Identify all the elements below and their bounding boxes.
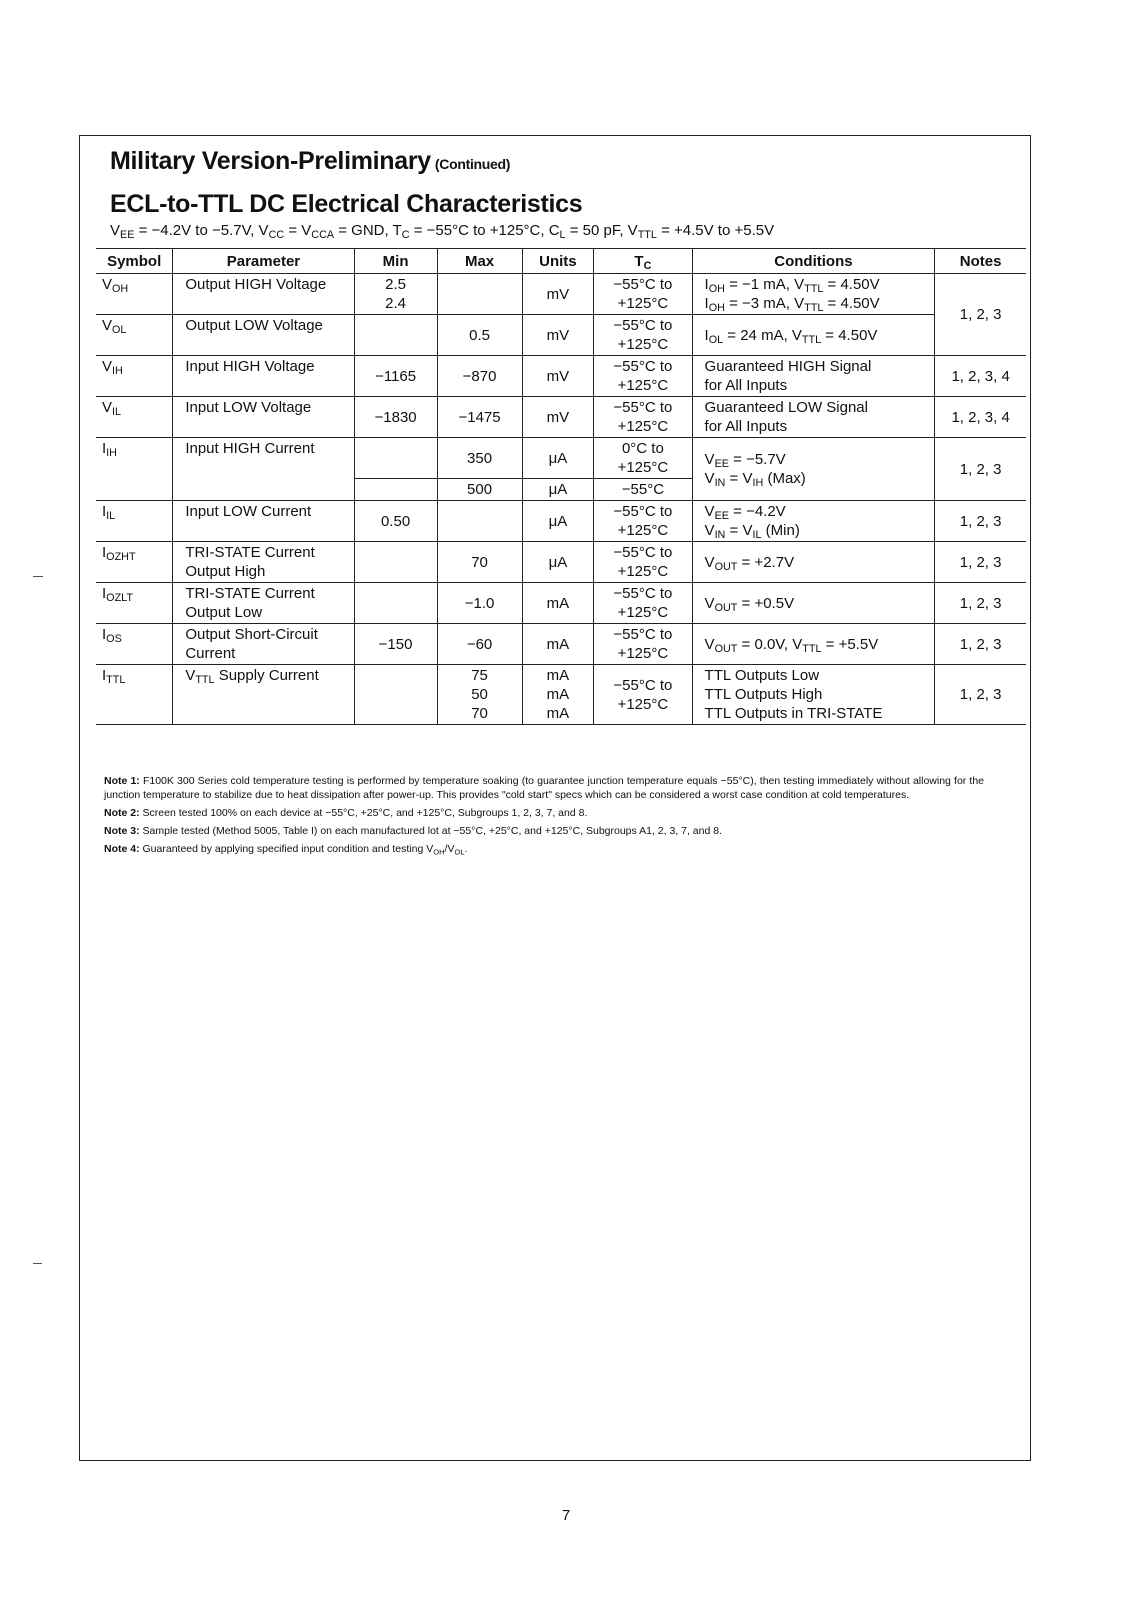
max-cell: 0.5 — [437, 315, 522, 356]
tc-cell: −55°C to +125°C — [594, 624, 692, 665]
conditions-cell: $V_{EE} = -5.7V$ $V_{IN} = V_{IH}$ (Max) — [692, 438, 935, 501]
min-cell: 0.50 — [354, 501, 437, 542]
max-cell: 70 — [437, 542, 522, 583]
conditions-cell: $I_{OL} = 24$ mA, $V_{TTL} = 4.50V$ — [692, 315, 935, 356]
table-row — [96, 624, 1026, 665]
max-cell: 500 — [437, 479, 522, 501]
parameter-cell: Input HIGH Current — [173, 438, 354, 501]
max-cell: −60 — [437, 624, 522, 665]
header-tc: $T_C$ — [594, 249, 692, 274]
table-row — [96, 501, 1026, 542]
symbol-cell: $I_{OZLT}$ — [96, 583, 173, 624]
symbol-cell: $V_{IH}$ — [96, 356, 173, 397]
page-heading: Military Version-Preliminary (Continued) — [110, 147, 511, 175]
parameter-cell: TRI-STATE Current Output High — [173, 542, 354, 583]
tc-cell: −55°C to +125°C — [594, 542, 692, 583]
units-cell: μA — [522, 501, 594, 542]
note-1: Note 1: F100K 300 Series cold temperature testing is performed by temperature soaking (to guarantee junction temperature equals −55°C), then testing immediately without allowing for the junction temperature to stabilize due to heat dissipation after power-up. This provides "cold start" specs which can be considered a worst case condition at cold temperatures. — [104, 775, 985, 801]
footnotes — [104, 774, 984, 860]
parameter-cell: Input LOW Current — [173, 501, 354, 542]
table-header-row — [96, 249, 1026, 274]
conditions-cell: $V_{OUT} = 0.0V$, $V_{TTL} = +5.5V$ — [692, 624, 935, 665]
units-cell: mV — [522, 397, 594, 438]
table-row — [96, 665, 1026, 725]
min-cell — [354, 542, 437, 583]
tc-cell: −55°C — [594, 479, 692, 501]
table-row — [96, 542, 1026, 583]
notes-cell: 1, 2, 3 — [935, 501, 1026, 542]
symbol-cell: $I_{IH}$ — [96, 438, 173, 501]
conditions-cell: TTL Outputs Low TTL Outputs High TTL Outputs in TRI-STATE — [692, 665, 935, 725]
notes-cell: 1, 2, 3 — [935, 438, 1026, 501]
notes-cell: 1, 2, 3, 4 — [935, 397, 1026, 438]
parameter-cell: Output LOW Voltage — [173, 315, 354, 356]
symbol-cell: $V_{OH}$ — [96, 274, 173, 315]
min-cell: −1830 — [354, 397, 437, 438]
max-cell: −1475 — [437, 397, 522, 438]
tc-cell: −55°C to +125°C — [594, 356, 692, 397]
min-cell: −1165 — [354, 356, 437, 397]
conditions-cell: $I_{OH} = -1$ mA, $V_{TTL} = 4.50V$ $I_{OH} = -3$ mA, $V_{TTL} = 4.50V$ — [692, 274, 935, 315]
header-symbol: Symbol — [96, 249, 173, 274]
min-cell — [354, 665, 437, 725]
min-cell: 2.5 2.4 — [354, 274, 437, 315]
conditions-cell: $V_{OUT} = +0.5V$ — [692, 583, 935, 624]
tc-cell: −55°C to +125°C — [594, 583, 692, 624]
note-4: Note 4: Guaranteed by applying specified input condition and testing $V_{OH}/V_{OL}$. — [104, 843, 468, 857]
electrical-characteristics-table — [96, 248, 1026, 725]
units-cell: mV — [522, 356, 594, 397]
tc-cell: −55°C to +125°C — [594, 397, 692, 438]
conditions-cell: Guaranteed LOW Signal for All Inputs — [692, 397, 935, 438]
max-cell: 350 — [437, 438, 522, 479]
header-min: Min — [354, 249, 437, 274]
tc-cell: 0°C to +125°C — [594, 438, 692, 479]
units-cell: μA — [522, 479, 594, 501]
units-cell: μA — [522, 438, 594, 479]
notes-cell: 1, 2, 3 — [935, 542, 1026, 583]
parameter-cell: Input LOW Voltage — [173, 397, 354, 438]
conditions-cell: Guaranteed HIGH Signal for All Inputs — [692, 356, 935, 397]
max-cell: 75 50 70 — [437, 665, 522, 725]
symbol-cell: $I_{OS}$ — [96, 624, 173, 665]
table-row — [96, 583, 1026, 624]
min-cell: −150 — [354, 624, 437, 665]
notes-cell: 1, 2, 3, 4 — [935, 356, 1026, 397]
header-notes: Notes — [935, 249, 1026, 274]
parameter-cell: TRI-STATE Current Output Low — [173, 583, 354, 624]
units-cell: mA — [522, 624, 594, 665]
max-cell: −870 — [437, 356, 522, 397]
units-cell: mV — [522, 315, 594, 356]
units-cell: mA — [522, 583, 594, 624]
note-3: Note 3: Sample tested (Method 5005, Table I) on each manufactured lot at −55°C, +25°C, and +125°C, Subgroups A1, 2, 3, 7, and 8. — [104, 825, 723, 837]
header-parameter: Parameter — [173, 249, 354, 274]
min-cell — [354, 479, 437, 501]
symbol-cell: $I_{OZHT}$ — [96, 542, 173, 583]
units-cell: mA mA mA — [522, 665, 594, 725]
margin-mark — [33, 1263, 42, 1264]
margin-mark — [33, 576, 43, 577]
notes-cell: 1, 2, 3 — [935, 665, 1026, 725]
max-cell — [437, 501, 522, 542]
tc-cell: −55°C to +125°C — [594, 501, 692, 542]
table-row — [96, 356, 1026, 397]
notes-cell: 1, 2, 3 — [935, 624, 1026, 665]
min-cell — [354, 583, 437, 624]
symbol-cell: $V_{OL}$ — [96, 315, 173, 356]
page-number: 7 — [561, 1507, 571, 1524]
conditions-cell: $V_{OUT} = +2.7V$ — [692, 542, 935, 583]
table-row — [96, 397, 1026, 438]
symbol-cell: $V_{IL}$ — [96, 397, 173, 438]
heading-suffix: (Continued) — [434, 156, 511, 172]
conditions-cell: $V_{EE} = -4.2V$ $V_{IN} = V_{IL}$ (Min) — [692, 501, 935, 542]
header-conditions: Conditions — [692, 249, 935, 274]
note-2: Note 2: Screen tested 100% on each device at −55°C, +25°C, and +125°C, Subgroups 1, 2, 3, 7, and 8. — [104, 807, 588, 819]
symbol-cell: $I_{IL}$ — [96, 501, 173, 542]
notes-cell: 1, 2, 3 — [935, 274, 1026, 356]
section-title: ECL-to-TTL DC Electrical Characteristics — [110, 190, 583, 218]
max-cell — [437, 274, 522, 315]
tc-cell: −55°C to +125°C — [594, 665, 692, 725]
parameter-cell: Output Short-Circuit Current — [173, 624, 354, 665]
test-conditions-line: $V_{EE} = -4.2V$ to −5.7V, $V_{CC} = V_{CCA}$ = GND, $T_C = -55^\circ C$ to +125°C, $C_L = 50$ pF, $V_{TTL} = +4.5V$ to +5.5V — [110, 222, 775, 242]
min-cell — [354, 315, 437, 356]
max-cell: −1.0 — [437, 583, 522, 624]
parameter-cell: Output HIGH Voltage — [173, 274, 354, 315]
parameter-cell: $V_{TTL}$ Supply Current — [173, 665, 354, 725]
table-row — [96, 315, 1026, 356]
units-cell: mV — [522, 274, 594, 315]
tc-cell: −55°C to +125°C — [594, 315, 692, 356]
table-row — [96, 438, 1026, 479]
table-row — [96, 274, 1026, 315]
notes-cell: 1, 2, 3 — [935, 583, 1026, 624]
units-cell: μA — [522, 542, 594, 583]
min-cell — [354, 438, 437, 479]
header-units: Units — [522, 249, 594, 274]
header-max: Max — [437, 249, 522, 274]
parameter-cell: Input HIGH Voltage — [173, 356, 354, 397]
symbol-cell: $I_{TTL}$ — [96, 665, 173, 725]
tc-cell: −55°C to +125°C — [594, 274, 692, 315]
